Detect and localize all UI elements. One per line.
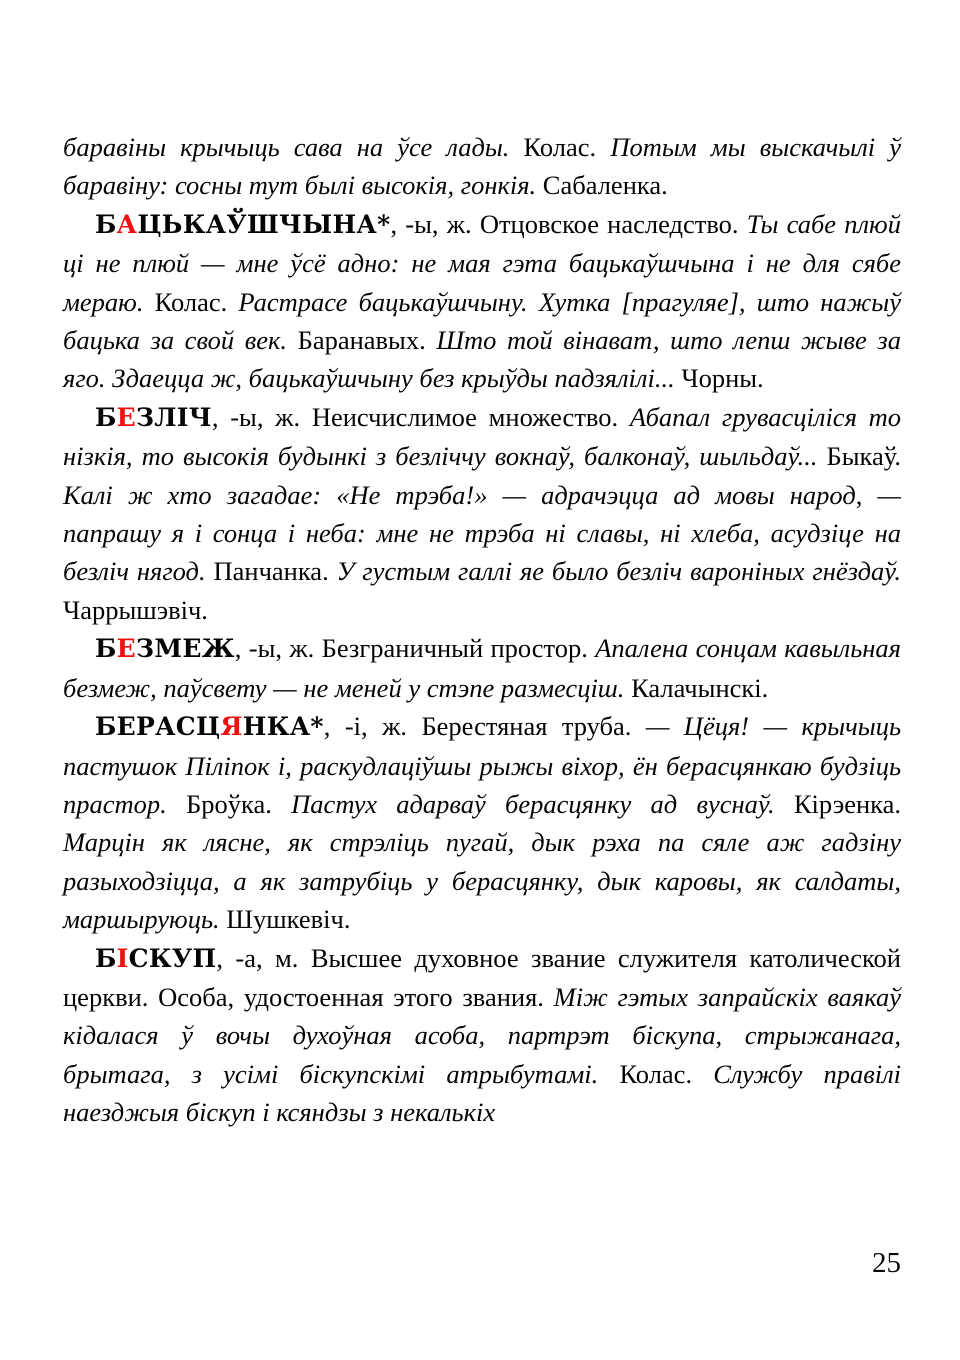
headword bbox=[95, 634, 235, 663]
russian-gloss: Неисчислимое множество. bbox=[311, 401, 630, 432]
headword-stressed-letter: І bbox=[116, 943, 129, 973]
headword-part-after: СКУП bbox=[128, 943, 217, 973]
russian-gloss: Высшее духовное звание служителя католической церкви. Особа, удостоенная этого звания. bbox=[63, 942, 901, 1012]
headword-part-after: ЦЬКАЎШЧЫНА bbox=[137, 209, 378, 239]
example-citation: Растрасе бацькаўшчыну. Хутка [прагуляе], што нажыў бацька за свой век. bbox=[63, 286, 901, 356]
continuation-source-b: Сабаленка. bbox=[542, 170, 668, 201]
grammar-tag: , -ы, ж. bbox=[211, 401, 312, 432]
example-source: Чаррышэвіч. bbox=[63, 594, 208, 625]
grammar-tag: , -ы, ж. bbox=[234, 633, 322, 664]
example-citation: У густым галлі яе было безліч вароніных гнёздаў. bbox=[336, 556, 901, 587]
headword-part-after: ЗМЕЖ bbox=[136, 634, 235, 664]
headword-asterisk: * bbox=[377, 209, 391, 239]
example-source: Баранавых. bbox=[297, 325, 437, 356]
example-citation: Ты сабе плюй ці не плюй — мне ўсё адно: не мая гэта бацькаўшчына і не для сябе мераю. bbox=[63, 208, 901, 317]
grammar-tag: , -ы, ж. bbox=[390, 208, 480, 239]
headword-part-before: Б bbox=[95, 943, 117, 973]
example-citation: Марцін як лясне, як стрэліць пугай, дык рэха па сяле аж гадзіну разыходзіцца, а як затрубіць у берасцянку, дык каровы, як салдаты, маршыруюць. bbox=[63, 827, 901, 935]
continuation-citation-b: Потым мы выскачылі ў баравіну: сосны тут былі высокія, гонкія. bbox=[63, 132, 902, 201]
headword bbox=[95, 944, 216, 973]
example-source: Калачынскі. bbox=[631, 672, 769, 703]
headword bbox=[95, 712, 324, 741]
headword-stressed-letter: Е bbox=[116, 402, 137, 432]
dictionary-entry bbox=[63, 205, 901, 398]
headword-part-after: ЗЛІЧ bbox=[136, 402, 212, 432]
continuation-paragraph bbox=[63, 128, 901, 205]
example-source: Броўка. bbox=[186, 788, 292, 819]
example-source: Быкаў. bbox=[826, 441, 901, 472]
example-citation: Калі ж хто загадае: «Не трэба!» — адрачэцца ад мовы народ, — папрашу я і сонца і неба: мне не трэба ні славы, ні хлеба, асудзіце на безліч нягод. bbox=[63, 479, 901, 587]
example-source: Колас. bbox=[154, 286, 239, 317]
headword-part-before: Б bbox=[95, 209, 117, 239]
headword-stressed-letter: Е bbox=[116, 634, 137, 664]
example-source: Панчанка. bbox=[213, 556, 337, 587]
russian-gloss: Отцовское наследство. bbox=[479, 208, 747, 239]
continuation-citation-a: баравіны крычыць сава на ўсе лады. bbox=[63, 132, 510, 162]
example-citation: Пастух адарваў берасцянку ад вуснаў. bbox=[291, 788, 794, 819]
dictionary-entry bbox=[63, 707, 901, 938]
headword-part-before: Б bbox=[95, 402, 117, 432]
example-citation: — Цёця! — крычыць пастушок Піліпок і, раскудлаціўшы рыжы віхор, ён берасцянкаю будзіць прастор. bbox=[63, 711, 901, 819]
dictionary-entry bbox=[63, 398, 901, 629]
headword-stressed-letter: А bbox=[116, 209, 138, 239]
grammar-tag: , -і, ж. bbox=[323, 711, 422, 742]
example-source: Чорны. bbox=[681, 363, 764, 394]
text-column bbox=[63, 128, 901, 1132]
headword bbox=[95, 210, 390, 239]
continuation-source-a: Колас. bbox=[523, 132, 597, 162]
example-source: Шушкевіч. bbox=[226, 904, 351, 935]
example-citation: Службу правілі наезджыя біскуп і ксяндзы з некалькіх bbox=[63, 1058, 901, 1128]
example-citation: Апалена сонцам кавыльная безмеж, паўсвету — не меней у стэпе размесціш. bbox=[63, 633, 901, 703]
dictionary-entry bbox=[63, 629, 901, 707]
example-source: Кірэенка. bbox=[793, 788, 902, 819]
russian-gloss: Безграничный простор. bbox=[321, 633, 596, 664]
russian-gloss: Берестяная труба. bbox=[421, 711, 646, 742]
headword-asterisk: * bbox=[310, 712, 324, 742]
page-number: 25 bbox=[872, 1247, 901, 1279]
example-citation: Абапал грувасціліся то нізкія, то высокія будынкі з безліччу вокнаў, балконаў, шыльдаў... bbox=[63, 401, 901, 472]
headword-part-after: НКА bbox=[242, 712, 311, 742]
headword-stressed-letter: Я bbox=[220, 712, 243, 742]
example-source: Колас. bbox=[619, 1058, 714, 1089]
grammar-tag: , -а, м. bbox=[216, 942, 311, 973]
headword-part-before: БЕРАСЦ bbox=[95, 712, 221, 742]
headword-part-before: Б bbox=[95, 634, 117, 664]
example-citation: Між гэтых запрайскіх ваякаў кідалася ў вочы духоўная асоба, партрэт біскупа, стрыжанага, брытага, з усімі біскупскімі атрыбутамі. bbox=[63, 981, 901, 1089]
headword bbox=[95, 403, 212, 432]
example-citation: Што той вінават, што лепш жыве за яго. Здаецца ж, бацькаўшчыну без крыўды падзялілі... bbox=[63, 325, 902, 394]
dictionary-entry bbox=[63, 939, 901, 1132]
